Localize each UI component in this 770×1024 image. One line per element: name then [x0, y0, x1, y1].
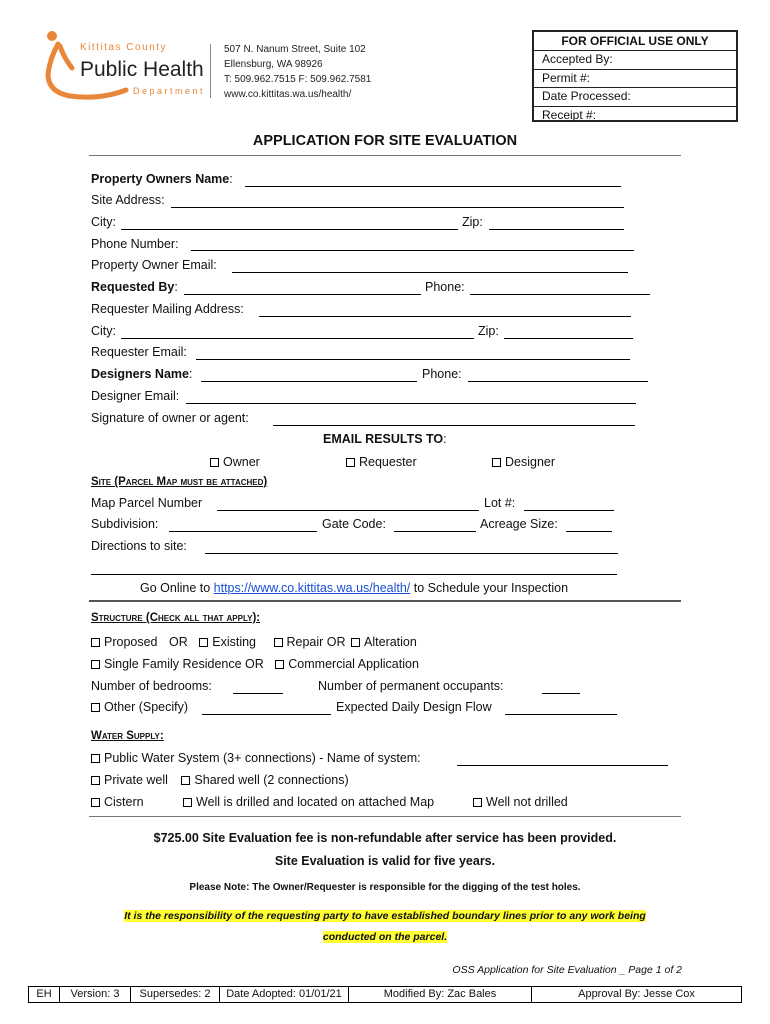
- checkbox-icon[interactable]: [473, 798, 482, 807]
- footer-version: Version: 3: [60, 987, 131, 1002]
- address-line1: 507 N. Nanum Street, Suite 102: [224, 44, 366, 55]
- subdivision-field[interactable]: [169, 531, 317, 532]
- site-heading: Site (Parcel Map must be attached): [91, 476, 268, 488]
- owner-name-field[interactable]: [245, 186, 621, 187]
- existing-option[interactable]: Existing: [199, 635, 256, 649]
- water-rule: [89, 816, 681, 817]
- footer-supersedes: Supersedes: 2: [131, 987, 220, 1002]
- checkbox-icon[interactable]: [346, 458, 355, 467]
- designer-phone-label: Phone:: [422, 367, 462, 381]
- logo-county: Kittitas County: [80, 42, 167, 53]
- acreage-field[interactable]: [566, 531, 612, 532]
- official-use-box: [532, 30, 738, 122]
- requester-city-field[interactable]: [121, 338, 474, 339]
- fee-line2: Site Evaluation is valid for five years.: [274, 854, 496, 868]
- directions-field[interactable]: [205, 553, 618, 554]
- requested-by-label: Requested By:: [91, 280, 178, 294]
- requester-phone-field[interactable]: [470, 294, 650, 295]
- city-field[interactable]: [121, 229, 458, 230]
- other-field[interactable]: [202, 714, 331, 715]
- cistern-option[interactable]: Cistern: [91, 795, 144, 809]
- boundary-notice-line2: conducted on the parcel.: [322, 931, 448, 943]
- schedule-link[interactable]: https://www.co.kittitas.wa.us/health/: [213, 581, 411, 595]
- logo-divider: [210, 44, 211, 98]
- official-header: FOR OFFICIAL USE ONLY: [534, 32, 736, 51]
- checkbox-icon[interactable]: [91, 638, 100, 647]
- bedrooms-field[interactable]: [233, 693, 283, 694]
- email-results-label: EMAIL RESULTS TO:: [323, 432, 447, 446]
- note: Please Note: The Owner/Requester is responsible for the digging of the test holes.: [189, 882, 581, 893]
- checkbox-icon[interactable]: [199, 638, 208, 647]
- checkbox-icon[interactable]: [275, 660, 284, 669]
- directions-field-2[interactable]: [91, 574, 617, 575]
- address-block: [224, 42, 371, 102]
- footer-eh: EH: [29, 987, 60, 1002]
- public-water-option[interactable]: Public Water System (3+ connections) - Name of system:: [91, 751, 421, 765]
- official-receipt: Receipt #:: [542, 107, 597, 122]
- official-date-processed: Date Processed:: [534, 88, 736, 107]
- checkbox-icon[interactable]: [183, 798, 192, 807]
- water-heading: Water Supply:: [91, 730, 164, 742]
- design-flow-field[interactable]: [505, 714, 617, 715]
- checkbox-icon[interactable]: [91, 754, 100, 763]
- requested-by-field[interactable]: [184, 294, 421, 295]
- water-row2: [91, 773, 349, 787]
- footer-modified-by: Modified By: Zac Bales: [349, 987, 532, 1002]
- designers-name-field[interactable]: [201, 381, 417, 382]
- designer-email-label: Designer Email:: [91, 389, 180, 403]
- occupants-label: Number of permanent occupants:: [318, 679, 504, 693]
- boundary-notice: [0, 905, 770, 947]
- acreage-label: Acreage Size:: [480, 517, 558, 531]
- commercial-option[interactable]: Commercial Application: [275, 657, 419, 671]
- checkbox-icon[interactable]: [181, 776, 190, 785]
- footer-table: [28, 986, 742, 1003]
- map-parcel-field[interactable]: [217, 510, 479, 511]
- checkbox-icon[interactable]: [91, 798, 100, 807]
- phone-number-label: Phone Number:: [91, 237, 179, 251]
- signature-field[interactable]: [273, 425, 635, 426]
- structure-row1: Proposed OR Existing Repair OR Alteration: [91, 635, 417, 649]
- online-schedule: Go Online to https://www.co.kittitas.wa.us/health/ to Schedule your Inspection: [140, 581, 569, 595]
- zip-label: Zip:: [462, 215, 483, 229]
- fee-line1: $725.00 Site Evaluation fee is non-refundable after service has been provided.: [153, 831, 617, 845]
- logo-dept: Department: [133, 86, 206, 96]
- lot-field[interactable]: [524, 510, 614, 511]
- online-rule: [89, 600, 681, 602]
- email-designer-option[interactable]: Designer: [492, 455, 555, 469]
- signature-label: Signature of owner or agent:: [91, 411, 249, 425]
- title-rule: [89, 155, 681, 156]
- checkbox-icon[interactable]: [274, 638, 283, 647]
- other-option[interactable]: Other (Specify): [91, 700, 188, 714]
- site-address-field[interactable]: [171, 207, 624, 208]
- requester-zip-label: Zip:: [478, 324, 499, 338]
- proposed-option[interactable]: Proposed: [91, 635, 158, 649]
- lot-label: Lot #:: [484, 496, 516, 510]
- not-drilled-option[interactable]: Well not drilled: [473, 795, 568, 809]
- map-parcel-label: Map Parcel Number: [91, 496, 203, 510]
- checkbox-icon[interactable]: [210, 458, 219, 467]
- occupants-field[interactable]: [542, 693, 580, 694]
- checkbox-icon[interactable]: [91, 660, 100, 669]
- official-permit: Permit #:: [534, 70, 736, 89]
- logo: [40, 28, 210, 100]
- public-water-field[interactable]: [457, 765, 668, 766]
- checkbox-icon[interactable]: [91, 703, 100, 712]
- official-accepted-by: Accepted By:: [534, 51, 736, 70]
- zip-field[interactable]: [489, 229, 624, 230]
- page-label: OSS Application for Site Evaluation _ Page 1 of 2: [452, 964, 682, 976]
- phone-number-field[interactable]: [191, 250, 634, 251]
- page-title: APPLICATION FOR SITE EVALUATION: [252, 133, 518, 149]
- checkbox-icon[interactable]: [351, 638, 360, 647]
- checkbox-icon[interactable]: [91, 776, 100, 785]
- requester-email-label: Requester Email:: [91, 345, 187, 359]
- requester-mailing-label: Requester Mailing Address:: [91, 302, 244, 316]
- requester-city-label: City:: [91, 324, 116, 338]
- city-label: City:: [91, 215, 116, 229]
- bedrooms-label: Number of bedrooms:: [91, 679, 212, 693]
- requester-email-field[interactable]: [196, 359, 630, 360]
- checkbox-icon[interactable]: [492, 458, 501, 467]
- email-requester-option[interactable]: Requester: [346, 455, 417, 469]
- designer-phone-field[interactable]: [468, 381, 648, 382]
- gate-code-field[interactable]: [394, 531, 476, 532]
- directions-label: Directions to site:: [91, 539, 187, 553]
- structure-row2: [91, 657, 419, 671]
- repair-option[interactable]: Repair OR: [274, 635, 346, 649]
- site-address-label: Site Address:: [91, 193, 165, 207]
- owner-name-label: Property Owners Name:: [91, 172, 233, 186]
- private-well-option[interactable]: Private well: [91, 773, 168, 787]
- gate-code-label: Gate Code:: [322, 517, 386, 531]
- designer-email-field[interactable]: [186, 403, 636, 404]
- sfr-option[interactable]: Single Family Residence OR: [91, 657, 264, 671]
- owner-email-label: Property Owner Email:: [91, 258, 217, 272]
- footer-approval-by: Approval By: Jesse Cox: [578, 988, 695, 1000]
- requester-mailing-field[interactable]: [259, 316, 631, 317]
- designers-name-label: Designers Name:: [91, 367, 193, 381]
- owner-email-field[interactable]: [232, 272, 628, 273]
- shared-well-option[interactable]: Shared well (2 connections): [181, 773, 348, 787]
- subdivision-label: Subdivision:: [91, 517, 159, 531]
- address-line2: Ellensburg, WA 98926: [224, 59, 323, 70]
- design-flow-label: Expected Daily Design Flow: [336, 700, 492, 714]
- email-owner-option[interactable]: Owner: [210, 455, 260, 469]
- address-web: www.co.kittitas.wa.us/health/: [224, 89, 352, 100]
- requester-phone-label: Phone:: [425, 280, 465, 294]
- logo-name: Public Health: [80, 58, 204, 81]
- boundary-notice-line1: It is the responsibility of the requesting party to have established boundary lines prior to any work being: [124, 910, 646, 922]
- drilled-option[interactable]: Well is drilled and located on attached Map: [183, 795, 434, 809]
- requester-zip-field[interactable]: [504, 338, 633, 339]
- address-phone: T: 509.962.7515 F: 509.962.7581: [224, 74, 372, 85]
- alteration-option[interactable]: Alteration: [351, 635, 417, 649]
- footer-date-adopted: Date Adopted: 01/01/21: [220, 987, 349, 1002]
- structure-heading: Structure (Check all that apply):: [91, 612, 261, 624]
